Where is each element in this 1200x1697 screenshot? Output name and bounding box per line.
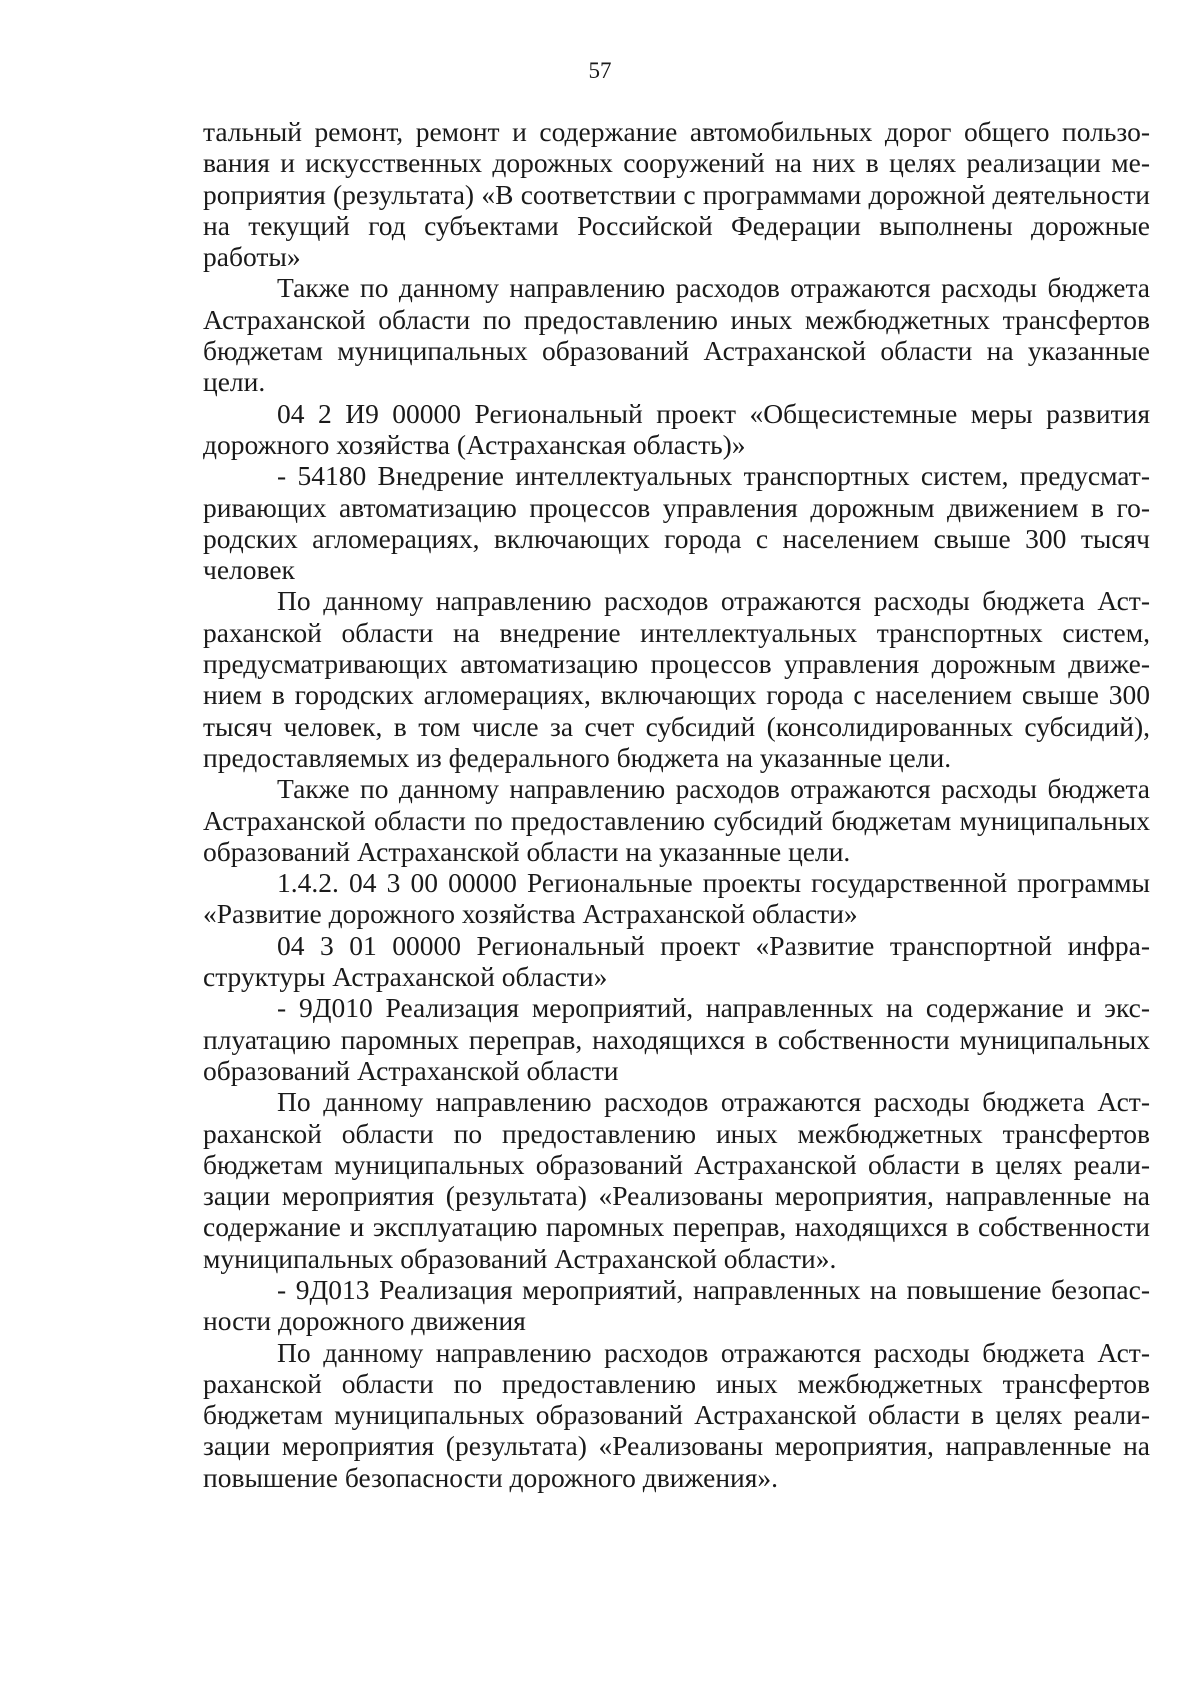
paragraph-6: Также по данному направлению расходов отражаются расходы бюджета Астраханской области по предоставлению субсидий бюджетам муниципальных образований Астраханской области на указанные цели. xyxy=(203,773,1150,867)
paragraph-8: 04 3 01 00000 Региональный проект «Развитие транспортной инфраструктуры Астраханской области» xyxy=(203,929,1150,993)
paragraph-10: По данному направлению расходов отражаются расходы бюджета Астраханской области по предоставлению иных межбюджетных трансфертов бюджетам муниципальных образований Астраханской области в целях реализации мероприятия (результата) «Реализованы мероприятия, направленные на содержание и эксплуатацию паромных переправ, находящихся в собственности муниципальных образований Астраханской области». xyxy=(203,1086,1150,1274)
paragraph-5: По данному направлению расходов отражаются расходы бюджета Астраханской области на внедрение интеллектуальных транспортных систем, предусматривающих автоматизацию процессов управления дорожным движением в городских агломерациях, включающих города с населением свыше 300 тысяч человек, в том числе за счет субсидий (консолидированных субсидий), предоставляемых из федерального бюджета на указанные цели. xyxy=(203,585,1150,773)
page-number: 57 xyxy=(588,58,612,83)
paragraph-11: - 9Д013 Реализация мероприятий, направленных на повышение безопасности дорожного движения xyxy=(203,1273,1150,1337)
paragraph-4: - 54180 Внедрение интеллектуальных транспортных систем, предусматривающих автоматизацию процессов управления дорожным движением в городских агломерациях, включающих города с населением свыше 300 тысяч человек xyxy=(203,460,1150,586)
paragraph-7: 1.4.2. 04 3 00 00000 Региональные проекты государственной программы «Развитие дорожного хозяйства Астраханской области» xyxy=(203,867,1150,930)
paragraph-9: - 9Д010 Реализация мероприятий, направленных на содержание и эксплуатацию паромных переправ, находящихся в собственности муниципальных образований Астраханской области xyxy=(203,992,1150,1086)
paragraph-1: тальный ремонт, ремонт и содержание автомобильных дорог общего пользования и искусственных дорожных сооружений на них в целях реализации мероприятия (результата) «В соответствии с программами дорожной деятельности на текущий год субъектами Российской Федерации выполнены дорожные работы» xyxy=(203,116,1150,273)
paragraph-12: По данному направлению расходов отражаются расходы бюджета Астраханской области по предоставлению иных межбюджетных трансфертов бюджетам муниципальных образований Астраханской области в целях реализации мероприятия (результата) «Реализованы мероприятия, направленные на повышение безопасности дорожного движения». xyxy=(203,1336,1150,1493)
document-body xyxy=(203,116,1150,1493)
paragraph-2: Также по данному направлению расходов отражаются расходы бюджета Астраханской области по предоставлению иных межбюджетных трансфертов бюджетам муниципальных образований Астраханской области на указанные цели. xyxy=(203,272,1150,398)
paragraph-3: 04 2 И9 00000 Региональный проект «Общесистемные меры развития дорожного хозяйства (Астраханская область)» xyxy=(203,397,1150,460)
